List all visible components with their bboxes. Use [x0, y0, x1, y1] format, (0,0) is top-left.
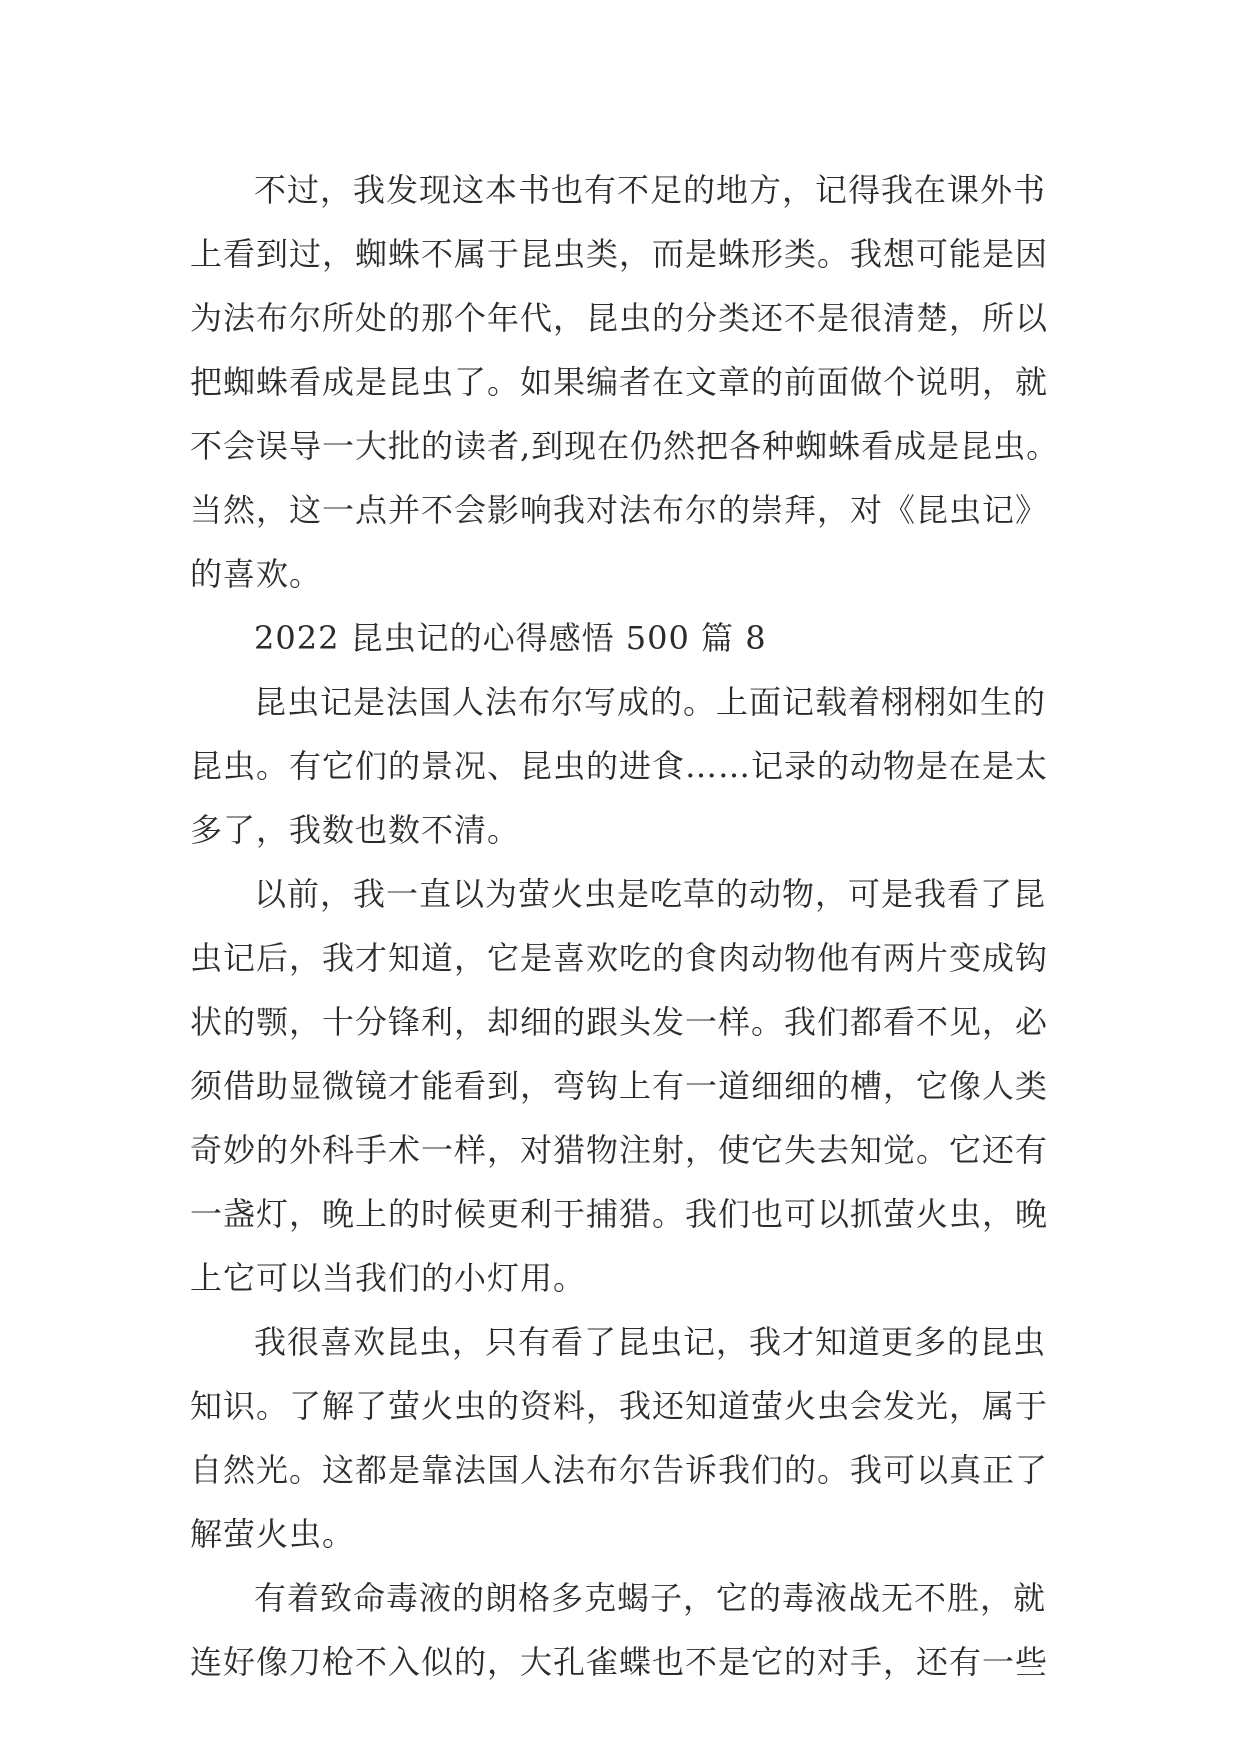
paragraph-line: 虫记后，我才知道，它是喜欢吃的食肉动物他有两片变成钩	[190, 939, 1049, 977]
paragraph-1	[190, 158, 1090, 606]
paragraph-line: 我很喜欢昆虫，只有看了昆虫记，我才知道更多的昆虫	[254, 1323, 1047, 1361]
paragraph-line: 昆虫记是法国人法布尔写成的。上面记载着栩栩如生的	[254, 683, 1047, 721]
paragraph-3	[190, 862, 1090, 1310]
paragraph-line: 把蜘蛛看成是昆虫了。如果编者在文章的前面做个说明，就	[190, 363, 1049, 401]
paragraph-line: 上看到过，蜘蛛不属于昆虫类，而是蛛形类。我想可能是因	[190, 235, 1049, 273]
paragraph-line: 以前，我一直以为萤火虫是吃草的动物，可是我看了昆	[254, 875, 1047, 913]
paragraph-4	[190, 1310, 1090, 1566]
paragraph-2	[190, 670, 1090, 862]
paragraph-line: 当然，这一点并不会影响我对法布尔的崇拜，对《昆虫记》	[190, 491, 1049, 529]
paragraph-line: 知识。了解了萤火虫的资料，我还知道萤火虫会发光，属于	[190, 1387, 1049, 1425]
section-heading: 2022 昆虫记的心得感悟 500 篇 8	[254, 619, 767, 657]
paragraph-line: 解萤火虫。	[190, 1515, 356, 1553]
paragraph-line: 多了，我数也数不清。	[190, 811, 521, 849]
paragraph-line: 须借助显微镜才能看到，弯钩上有一道细细的槽，它像人类	[190, 1067, 1049, 1105]
paragraph-5	[190, 1566, 1090, 1694]
paragraph-line: 为法布尔所处的那个年代，昆虫的分类还不是很清楚，所以	[190, 299, 1049, 337]
paragraph-line: 的喜欢。	[190, 555, 323, 593]
paragraph-line: 昆虫。有它们的景况、昆虫的进食……记录的动物是在是太	[190, 747, 1049, 785]
paragraph-line: 有着致命毒液的朗格多克蝎子，它的毒液战无不胜，就	[254, 1579, 1047, 1617]
paragraph-line: 自然光。这都是靠法国人法布尔告诉我们的。我可以真正了	[190, 1451, 1049, 1489]
paragraph-line: 上它可以当我们的小灯用。	[190, 1259, 587, 1297]
document-body	[190, 158, 1090, 1694]
paragraph-line: 连好像刀枪不入似的，大孔雀蝶也不是它的对手，还有一些	[190, 1643, 1049, 1681]
paragraph-line: 不会误导一大批的读者,到现在仍然把各种蜘蛛看成是昆虫。	[190, 427, 1060, 465]
paragraph-line: 状的颚，十分锋利，却细的跟头发一样。我们都看不见，必	[190, 1003, 1049, 1041]
paragraph-line: 奇妙的外科手术一样，对猎物注射，使它失去知觉。它还有	[190, 1131, 1049, 1169]
paragraph-line: 不过，我发现这本书也有不足的地方，记得我在课外书	[254, 171, 1047, 209]
paragraph-line: 一盏灯，晚上的时候更利于捕猎。我们也可以抓萤火虫，晚	[190, 1195, 1049, 1233]
